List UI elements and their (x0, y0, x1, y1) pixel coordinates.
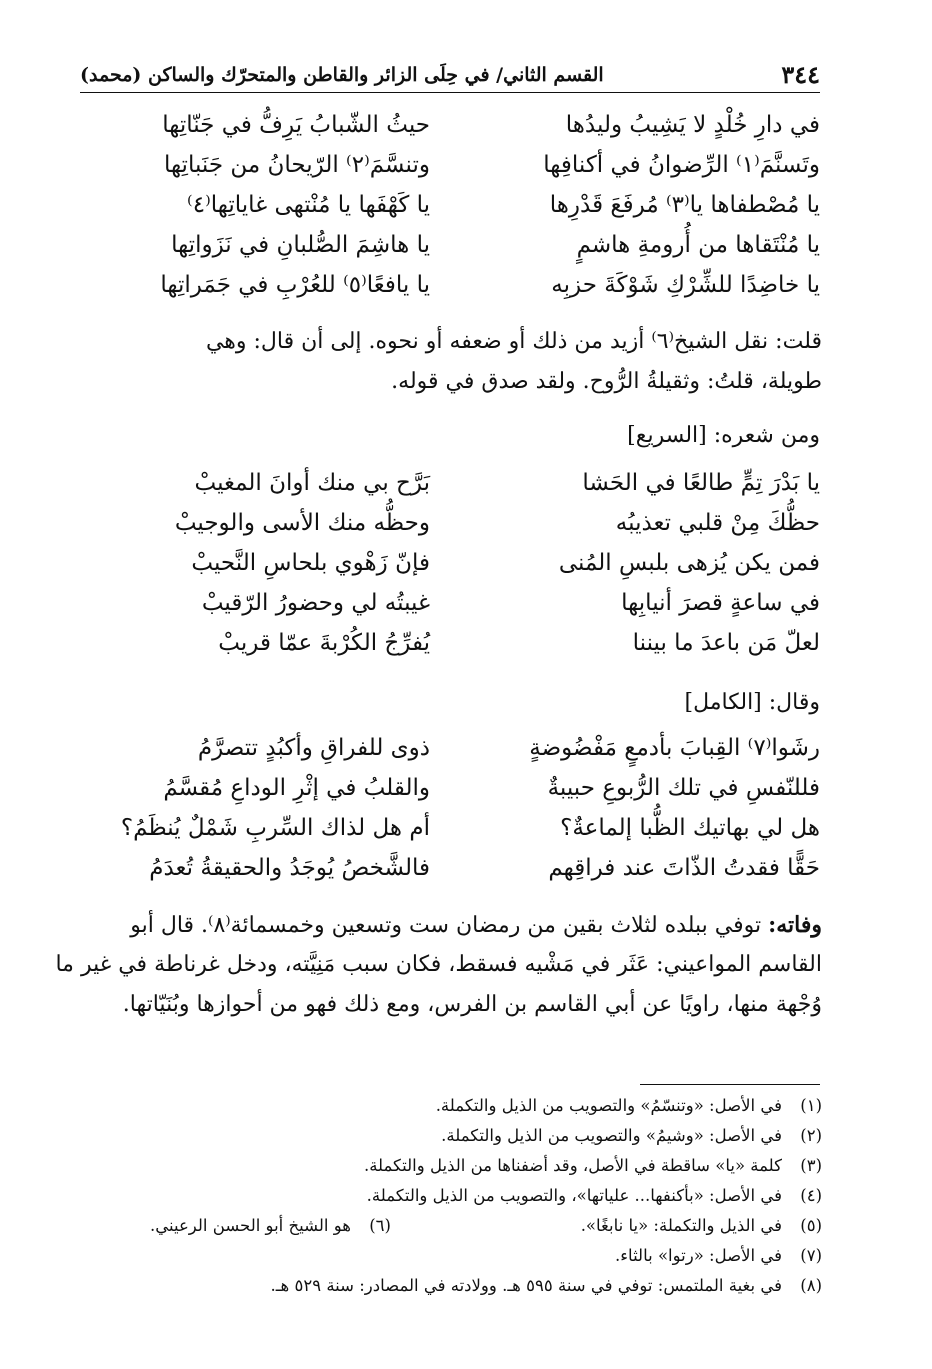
hemistich-first: حَقًّا فقدتُ الذّاتَ عند فراقِهم (548, 855, 820, 881)
hemistich-first: هل لي بهاتيك الظُّبا إلماعةٌ؟ (560, 815, 820, 841)
verse (120, 630, 820, 666)
footnote (150, 1186, 822, 1216)
text-line: وُجْهة منها، راويًا عن أبي القاسم بن الفرس، ومع ذلك فهو من أحوازها وبُنَيّاتها. (122, 992, 822, 1017)
hemistich-first: فللنّفسِ في تلك الرُّبوعِ حبيبةٌ (547, 775, 820, 801)
hemistich-first: يا مُصْطفاها يا⁽٣⁾ مُرفَعَ قَدْرِها (549, 192, 820, 218)
hemistich-second: ذوى للفراقِ وأكبُدٍ تتصرَّمُ (197, 735, 430, 761)
footnote-mark: (٢) (800, 1126, 822, 1145)
footnote-mark: (٤) (800, 1186, 822, 1205)
page-number: ٣٤٤ (781, 60, 820, 89)
verse (120, 510, 820, 546)
paragraph-commentary (82, 322, 822, 402)
text-line: القاسم المواعيني: عَثَر في مَشْيه فسقط، فكان سبب مَنِيَّته، ودخل غرناطة في غير ما (55, 952, 822, 977)
hemistich-second: وتنسَّمَ⁽٢⁾ الرّيحانُ من جَنَباتِها (163, 152, 430, 178)
verse (120, 272, 820, 308)
hemistich-second: يُفرِّجُ الكُرْبةَ عمّا قريبْ (218, 630, 430, 656)
hemistich-second: يا كَهْفَها يا مُنْتهى غاياتِها⁽٤⁾ (187, 192, 430, 218)
footnote (150, 1246, 822, 1276)
footnote-text: هو الشيخ أبو الحسن الرعيني. (150, 1216, 351, 1235)
verse (120, 550, 820, 586)
footnote (150, 1276, 822, 1306)
footnote-text: في بغية الملتمس: توفي في سنة ٥٩٥ هـ. وولادته في المصادر: سنة ٥٢٩ هـ. (270, 1276, 782, 1295)
footnote-text: في الأصل: «رتوا» بالثاء. (615, 1246, 782, 1265)
verse (120, 775, 820, 811)
verse (120, 192, 820, 228)
footnote-mark: (٦) (369, 1216, 391, 1235)
footnotes (150, 1096, 822, 1306)
meter-label: وقال: [الكامل] (684, 690, 820, 715)
footnote-mark: (١) (800, 1096, 822, 1115)
footnote-mark: (٥) (800, 1216, 822, 1235)
hemistich-second: فإنّ زَهْوي بلحاسِ النَّحيبْ (191, 550, 430, 576)
hemistich-first: يا خاضِدًا للشِّرْكِ شَوْكَةَ حزبِه (551, 272, 820, 298)
footnote-text: في الأصل: «وشيمُ» والتصويب من الذيل والتكملة. (441, 1126, 782, 1145)
running-title: القسم الثاني/ في حِلَى الزائر والقاطن والمتحرّك والساكن (محمد) (80, 64, 604, 86)
verse (120, 855, 820, 891)
text-line: طويلة، قلتُ: وثقيلةُ الرُّوح. ولقد صدق في قوله. (391, 369, 822, 394)
hemistich-first: يا مُنْتَقاها من أُرومةِ هاشمٍ (576, 232, 820, 258)
footnote (150, 1156, 822, 1186)
footnote-mark: (٣) (800, 1156, 822, 1175)
verse (120, 735, 820, 771)
hemistich-second: والقلبُ في إثْرِ الوداعِ مُقسَّمُ (163, 775, 430, 801)
hemistich-first: رشَوا⁽٧⁾ القِبابَ بأدمعٍ مَفْضُوضةٍ (529, 735, 820, 761)
meter-label: ومن شعره: [السريع] (627, 423, 820, 448)
footnote-text: في الأصل: «وتنسّمُ» والتصويب من الذيل والتكملة. (435, 1096, 782, 1115)
footnote-mark: (٨) (800, 1276, 822, 1295)
footnote-separator (640, 1084, 820, 1085)
hemistich-second: يا هاشِمَ الصُّلبانِ في نَزَواتِها (171, 232, 430, 258)
hemistich-second: يا يافعًا⁽٥⁾ للعُرْبِ في جَمَراتِها (160, 272, 430, 298)
hemistich-first: في دارِ خُلْدٍ لا يَشِيبُ وليدُها (565, 112, 820, 138)
section-lead: وفاته: (768, 912, 822, 938)
hemistich-second: حيثُ الشّبابُ يَرِفُّ في جَنّاتِها (162, 112, 430, 138)
hemistich-first: لعلّ مَن باعدَ ما بيننا (632, 630, 820, 656)
hemistich-first: حظُّكَ مِنْ قلبي تعذيبُه (615, 510, 820, 536)
text-line: قلت: نقل الشيخ⁽٦⁾ أزيد من ذلك أو ضعفه أو نحوه. إلى أن قال: وهي (205, 329, 822, 354)
footnote-inline (150, 1216, 391, 1235)
hemistich-second: أم هل لذاك السِّربِ شَمْلٌ يُنظَمُ؟ (120, 815, 430, 841)
footnote (150, 1216, 822, 1246)
paragraph-death (55, 905, 822, 1025)
verse (120, 232, 820, 268)
footnote-mark: (٧) (800, 1246, 822, 1265)
verse (120, 590, 820, 626)
footnote-text: في الأصل: «بأكنفها... علياتها»، والتصويب من الذيل والتكملة. (366, 1186, 782, 1205)
text-span: توفي ببلده لثلاث بقين من رمضان ست وتسعين وخمسمائة⁽٨⁾. قال أبو (130, 913, 769, 938)
verse (120, 152, 820, 188)
hemistich-second: وحظُّه منك الأسى والوجيبْ (174, 510, 430, 536)
footnote (150, 1096, 822, 1126)
text-line (82, 905, 822, 945)
hemistich-first: وتَسنَّمَ⁽١⁾ الرِّضوانُ في أكنافِها (543, 152, 820, 178)
verse (120, 815, 820, 851)
hemistich-first: يا بَدْرَ تِمٍّ طالعًا في الحَشا (582, 470, 820, 496)
hemistich-second: بَرَّح بي منك أوانَ المغيبْ (194, 470, 430, 496)
verse (120, 470, 820, 506)
hemistich-first: فمن يكن يُزهى بلبسِ المُنى (558, 550, 820, 576)
page-header (80, 52, 820, 93)
footnote-text: في الذيل والتكملة: «يا نابغًا». (580, 1216, 782, 1235)
footnote-text: كلمة «يا» ساقطة في الأصل، وقد أضفناها من الذيل والتكملة. (363, 1156, 782, 1175)
footnote (150, 1126, 822, 1156)
hemistich-second: غيبتُه لي وحضورُ الرّقيبْ (201, 590, 430, 616)
hemistich-second: فالشَّخصُ يُوجَدُ والحقيقةُ تُعدَمُ (149, 855, 430, 881)
hemistich-first: في ساعةٍ قصرَ أنيابِها (621, 590, 820, 616)
verse (120, 112, 820, 148)
